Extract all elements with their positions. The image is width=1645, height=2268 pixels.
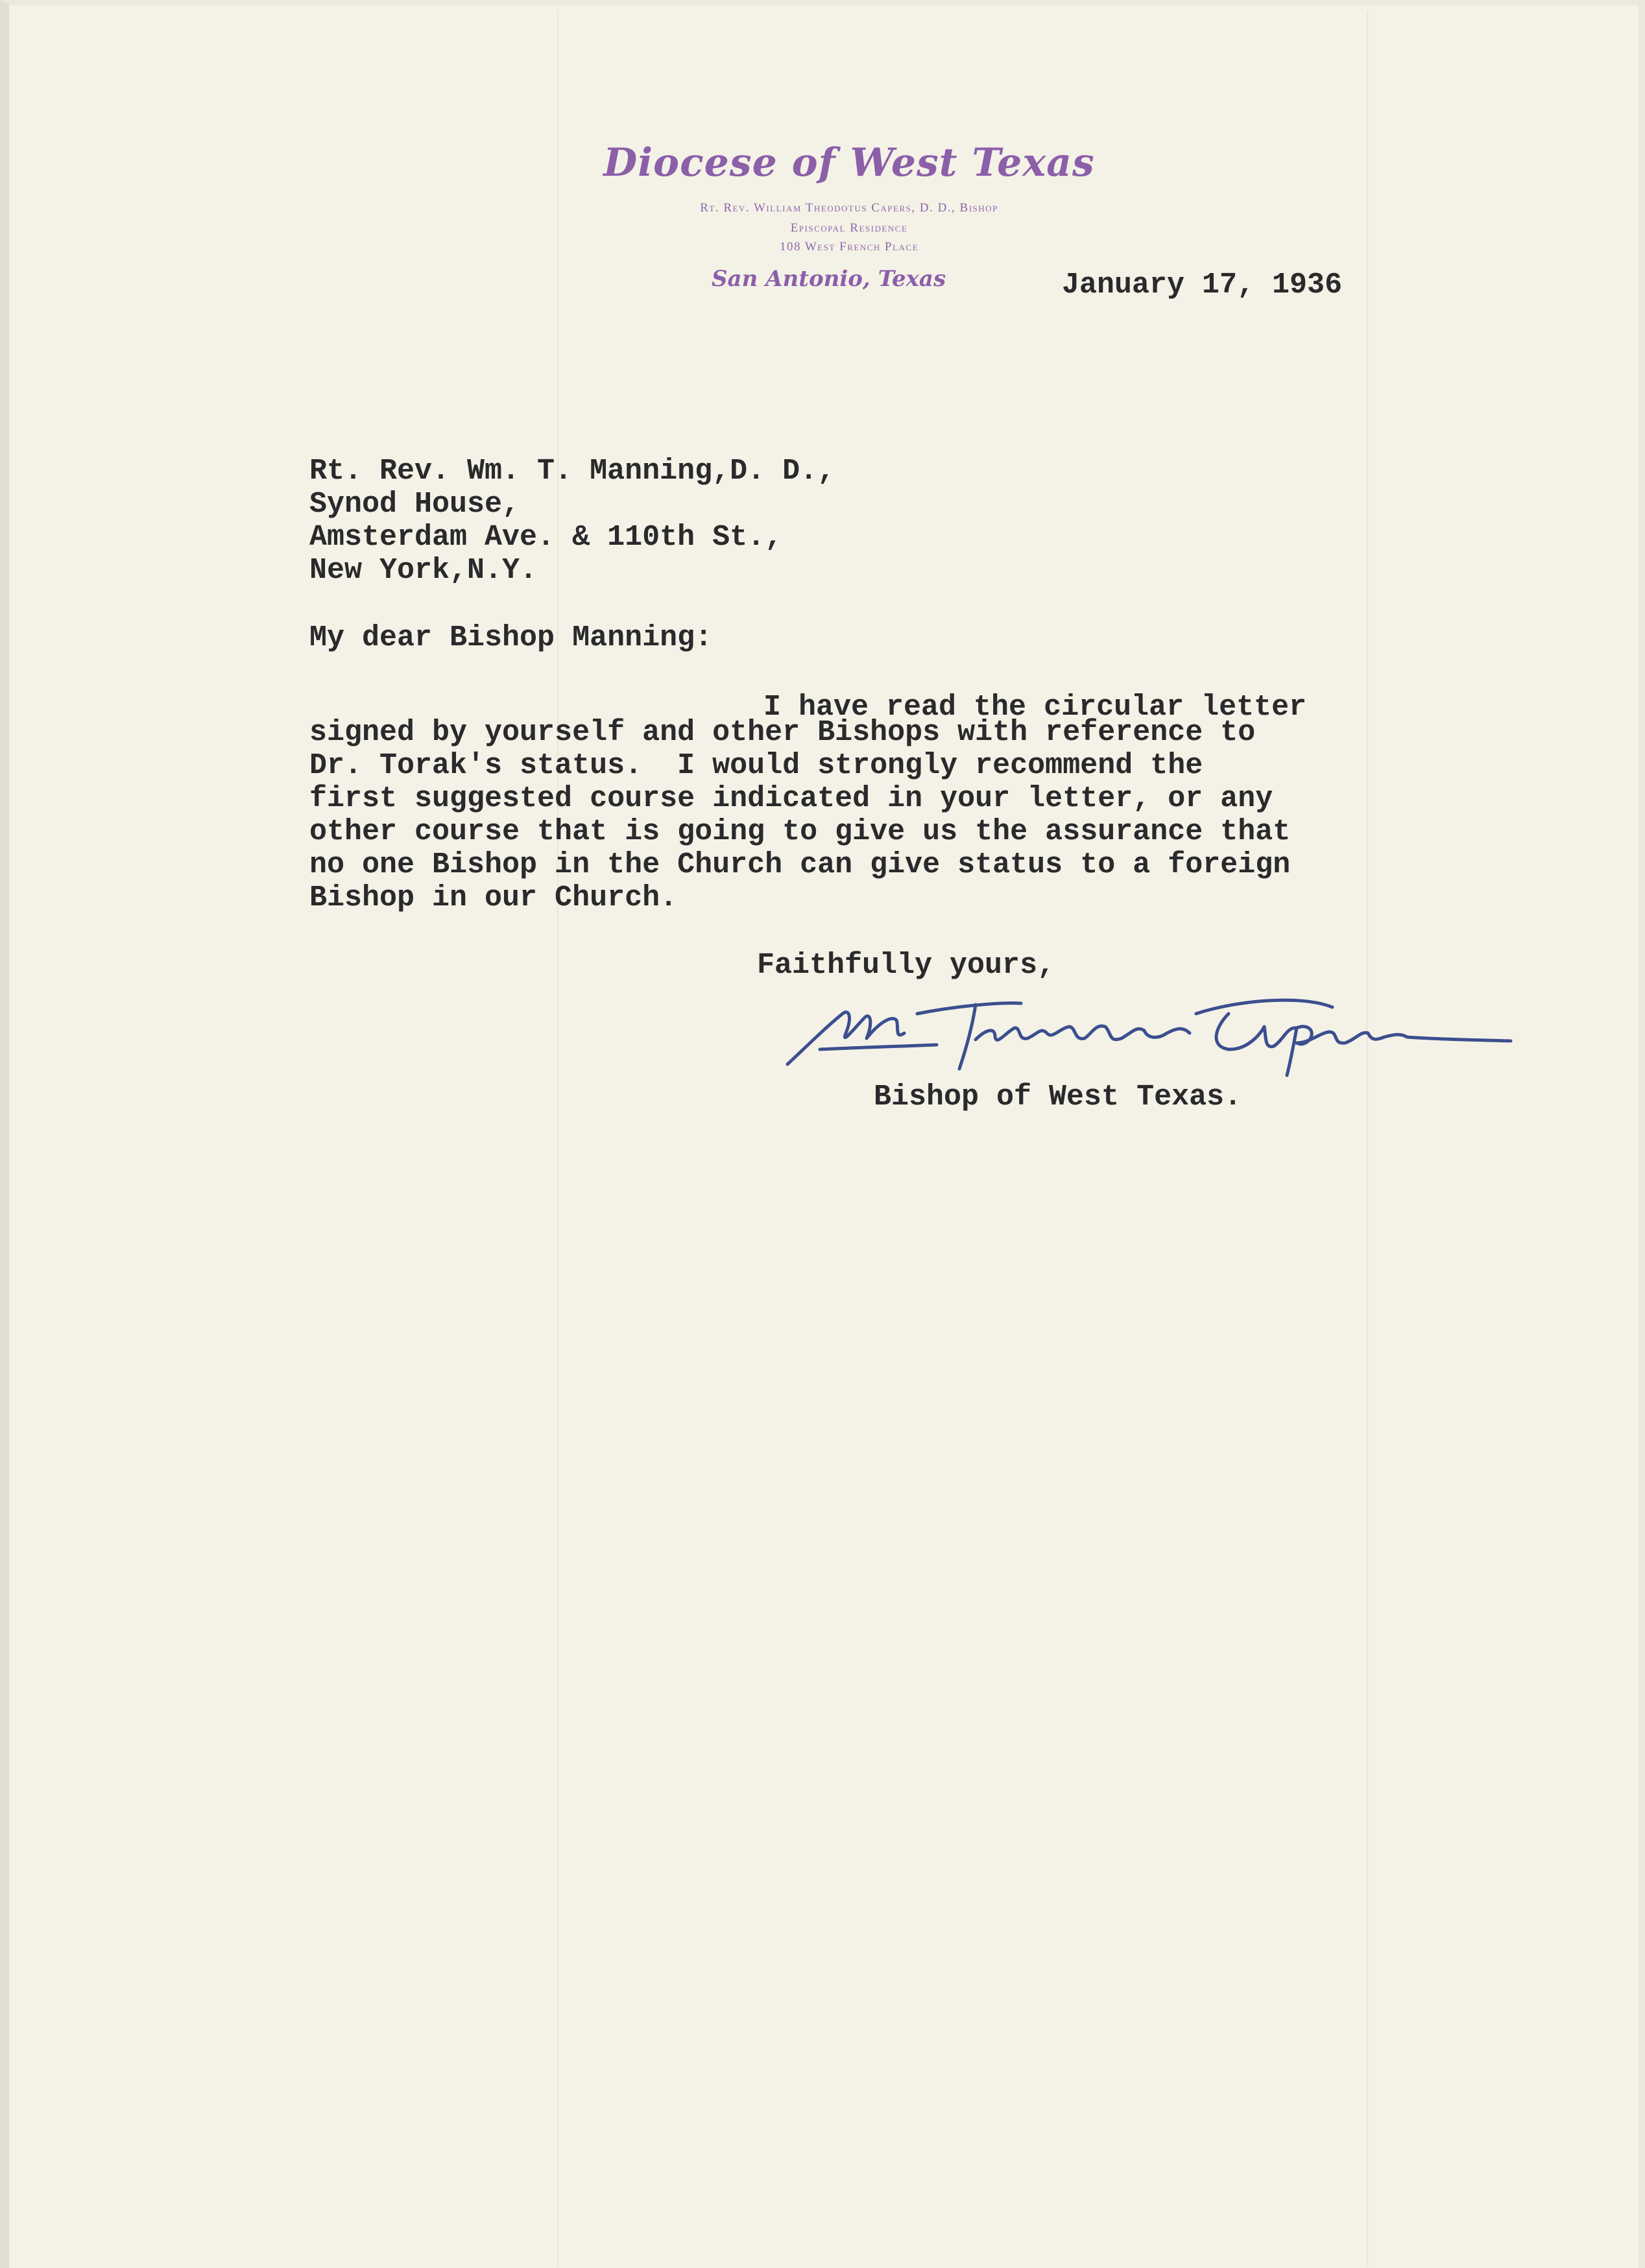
paper-fold-line bbox=[557, 10, 558, 2267]
body-line: no one Bishop in the Church can give status to a foreign bbox=[309, 848, 1291, 881]
letterhead-city: San Antonio, Texas bbox=[712, 266, 946, 292]
body-line: other course that is going to give us the assurance that bbox=[309, 815, 1291, 848]
signer-title: Bishop of West Texas. bbox=[874, 1080, 1242, 1114]
body-line: Dr. Torak's status. I would strongly recommend the bbox=[309, 749, 1203, 782]
salutation: My dear Bishop Manning: bbox=[309, 621, 713, 654]
handwritten-signature bbox=[781, 988, 1517, 1085]
paper-fold-line bbox=[1367, 10, 1368, 2267]
recipient-line-2: Synod House, bbox=[309, 488, 520, 521]
letterhead-title: Diocese of West Texas bbox=[603, 140, 1095, 185]
body-line: signed by yourself and other Bishops with reference to bbox=[309, 716, 1256, 749]
body-line: first suggested course indicated in your letter, or any bbox=[309, 782, 1273, 815]
body-line: Bishop in our Church. bbox=[309, 881, 678, 914]
letterhead-residence: Episcopal Residence bbox=[790, 221, 908, 235]
recipient-line-4: New York,N.Y. bbox=[309, 554, 538, 587]
letterhead-street: 108 West French Place bbox=[779, 240, 919, 254]
recipient-line-3: Amsterdam Ave. & 110th St., bbox=[309, 521, 783, 554]
body-first-line: I have read the circular letter bbox=[763, 691, 1307, 724]
recipient-name: Rt. Rev. Wm. T. Manning,D. D., bbox=[309, 455, 835, 488]
recipient-address bbox=[309, 455, 835, 587]
closing: Faithfully yours, bbox=[757, 949, 1055, 982]
letterhead-bishop-line: Rt. Rev. William Theodotus Capers, D. D., Bishop bbox=[700, 201, 998, 215]
body-paragraph bbox=[309, 716, 1290, 914]
letter-date: January 17, 1936 bbox=[1062, 269, 1343, 302]
